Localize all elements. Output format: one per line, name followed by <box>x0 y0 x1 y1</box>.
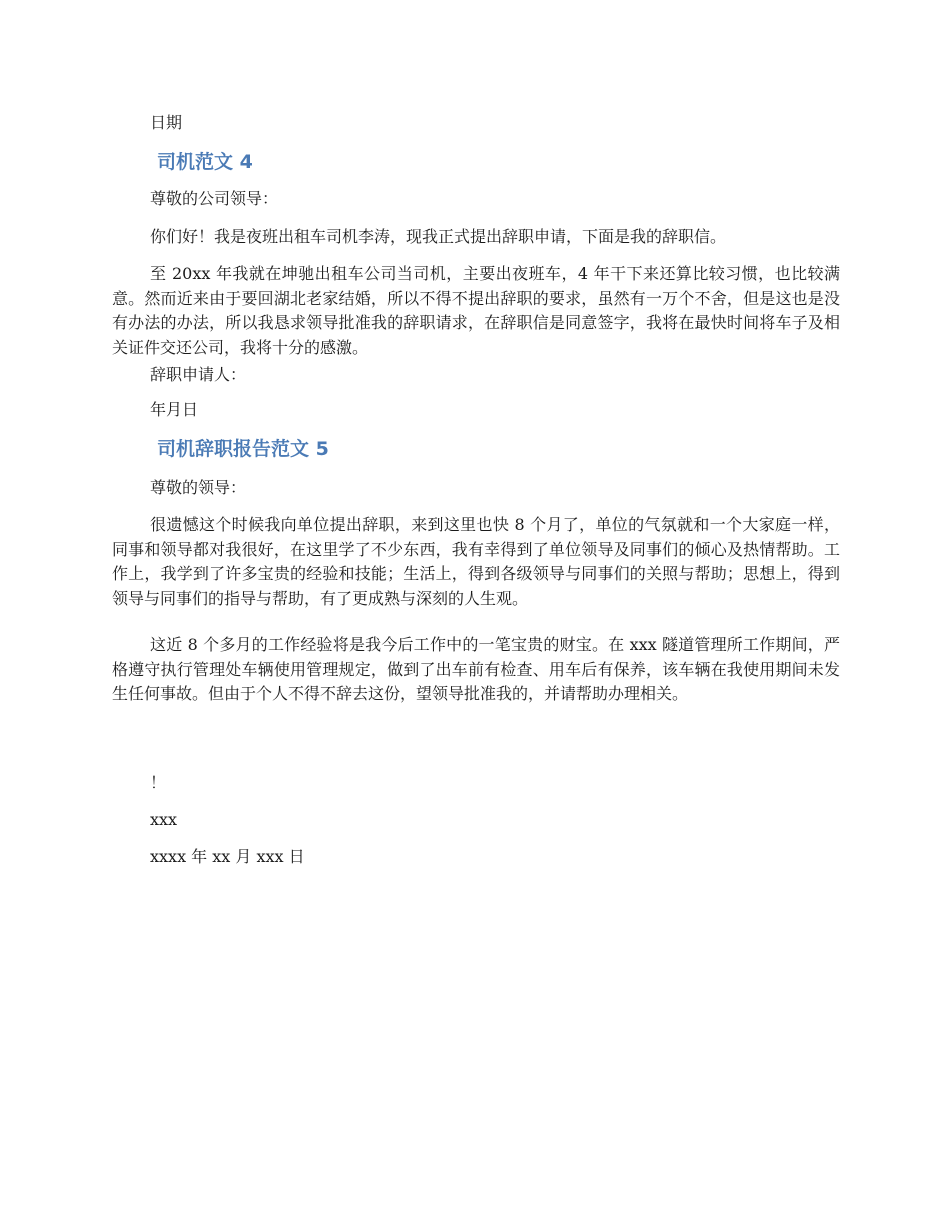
applicant-label: 辞职申请人： <box>150 365 247 384</box>
date-line: 年月日 <box>150 400 199 419</box>
body-paragraph-1: 很遗憾这个时候我向单位提出辞职，来到这里也快 8 个月了，单位的气氛就和一个大家庭一样，同事和领导都对我很好，在这里学了不少东西，我有幸得到了单位领导及同事们的倾心及热情帮助。工作上，我学到了许多宝贵的经验和技能；生活上，得到各级领导与同事们的关照与帮助；思想上，得到领导与同事们的指导与帮助，有了更成熟与深刻的人生观。 <box>112 515 840 608</box>
section-title-resignation-sample-5: 司机辞职报告范文 5 <box>157 438 329 460</box>
greeting: 尊敬的公司领导： <box>150 189 279 208</box>
exclamation-line: ！ <box>150 773 167 792</box>
body-paragraph: 至 20xx 年我就在坤驰出租车公司当司机，主要出夜班车，4 年干下来还算比较习惯，也比较满意。然而近来由于要回湖北老家结婚，所以不得不提出辞职的要求，虽然有一万个不舍，但是这也是没有办法的办法，所以我恳求领导批准我的辞职请求，在辞职信是同意签字，我将在最快时间将车子及相关证件交还公司，我将十分的感激。 <box>112 264 840 357</box>
signature-name: xxx <box>150 810 178 829</box>
greeting: 尊敬的领导： <box>150 478 247 497</box>
intro-paragraph: 你们好！我是夜班出租车司机李涛，现我正式提出辞职申请，下面是我的辞职信。 <box>150 227 727 246</box>
signature-date: xxxx 年 xx 月 xxx 日 <box>150 847 305 866</box>
section-title-driver-sample-4: 司机范文 4 <box>157 151 253 173</box>
date-label: 日期 <box>150 113 183 132</box>
body-paragraph-2: 这近 8 个多月的工作经验将是我今后工作中的一笔宝贵的财宝。在 xxx 隧道管理所工作期间，严格遵守执行管理处车辆使用管理规定，做到了出车前有检查、用车后有保养，该车辆在我使用期间未发生任何事故。但由于个人不得不辞去这份，望领导批准我的，并请帮助办理相关。 <box>112 635 840 703</box>
